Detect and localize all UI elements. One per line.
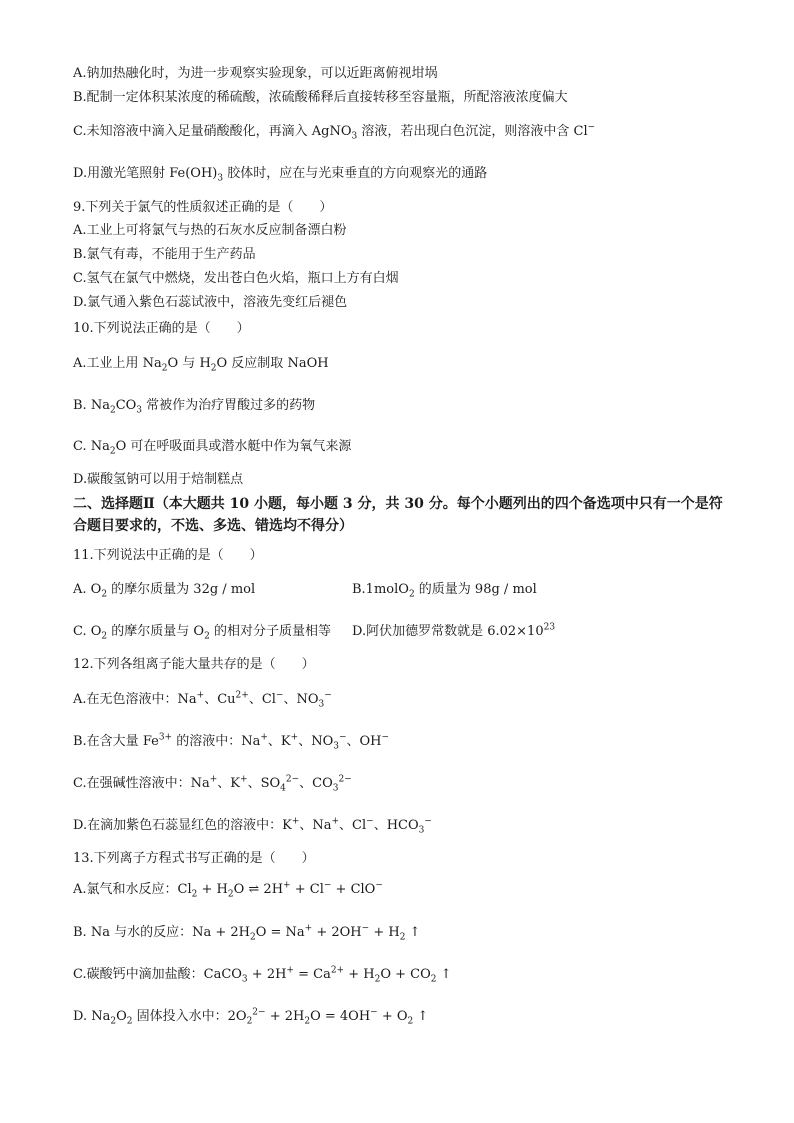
q12-option-c: C.在强碱性溶液中：Na+、K+、$SO_4^{2-}$、$CO_3^{2-}$ bbox=[73, 774, 352, 794]
q9-stem: 9.下列关于氯气的性质叙述正确的是（ ） bbox=[73, 200, 333, 215]
q8-option-d: D.用激光笔照射 $Fe(OH)_3$ 胶体时，应在与光束垂直的方向观察光的通路 bbox=[73, 166, 488, 184]
q11-stem: 11.下列说法中正确的是（ ） bbox=[73, 548, 263, 563]
q10-option-a: A.工业上用 $Na_2O$ 与 $H_2O$ 反应制取 NaOH bbox=[73, 356, 329, 374]
q9-option-c: C.氢气在氯气中燃烧，发出苍白色火焰，瓶口上方有白烟 bbox=[73, 271, 399, 286]
q10-option-b: B. $Na_2CO_3$ 常被作为治疗胃酸过多的药物 bbox=[73, 398, 316, 416]
q13-option-b: B. Na 与水的反应：$Na + 2H_2O = Na^+ + 2OH^- + H_2$ ↑ bbox=[73, 923, 421, 943]
q12-option-a: A.在无色溶液中：Na+、$Cu^{2+}$、Cl−、$NO_3^-$ bbox=[73, 690, 332, 710]
q13-option-d: D. $Na_2O_2$ 固体投入水中：$2O_2^{2-} + 2H_2O = 4OH^- + O_2$ ↑ bbox=[73, 1007, 429, 1027]
q8-option-c: C.未知溶液中滴入足量硝酸酸化，再滴入 AgNO$_3$ 溶液，若出现白色沉淀，则溶液中含 Cl− bbox=[73, 122, 596, 142]
q12-option-b: B.在含大量 $Fe^{3+}$ 的溶液中：Na+、K+、$NO_3^-$、OH− bbox=[73, 732, 390, 752]
q13-option-c: C.碳酸钙中滴加盐酸：CaCO$_3$ + $2H^+ = Ca^{2+} + H_2O + CO_2$ ↑ bbox=[73, 965, 452, 985]
q11-option-c: C. $O_2$ 的摩尔质量与 $O_2$ 的相对分子质量相等 bbox=[73, 624, 331, 642]
q10-stem: 10.下列说法正确的是（ ） bbox=[73, 321, 250, 336]
q12-stem: 12.下列各组离子能大量共存的是（ ） bbox=[73, 657, 315, 672]
q9-option-a: A.工业上可将氯气与热的石灰水反应制备漂白粉 bbox=[73, 223, 347, 238]
q11-option-b: B.1molO$_2$ 的质量为 98g / mol bbox=[352, 582, 537, 600]
q11-option-d: D.阿伏加德罗常数就是 $6.02\times 10^{23}$ bbox=[352, 622, 556, 639]
q9-option-b: B.氯气有毒，不能用于生产药品 bbox=[73, 247, 256, 262]
q12-option-d: D.在滴加紫色石蕊显红色的溶液中：K+、Na+、Cl−、$HCO_3^-$ bbox=[73, 816, 432, 836]
q9-option-d: D.氯气通入紫色石蕊试液中，溶液先变红后褪色 bbox=[73, 295, 348, 310]
q11-option-a: A. $O_2$ 的摩尔质量为 32g / mol bbox=[73, 582, 256, 600]
q13-option-a: A.氯气和水反应：$Cl_2 + H_2O$ ⇌ 2H+ + Cl− + ClO− bbox=[73, 880, 383, 900]
q10-option-c: C. $Na_2O$ 可在呼吸面具或潜水艇中作为氧气来源 bbox=[73, 439, 352, 457]
section-2-heading: 二、选择题Ⅱ（本大题共 10 小题，每小题 3 分，共 30 分。每个小题列出的四个备选项中只有一个是符合题目要求的，不选、多选、错选均不得分） bbox=[73, 496, 723, 534]
q8-option-b: B.配制一定体积某浓度的稀硫酸，浓硫酸稀释后直接转移至容量瓶，所配溶液浓度偏大 bbox=[73, 90, 568, 105]
q10-option-d: D.碳酸氢钠可以用于焙制糕点 bbox=[73, 472, 244, 487]
q8-option-a: A.钠加热融化时，为进一步观察实验现象，可以近距离俯视坩埚 bbox=[73, 66, 438, 81]
q13-stem: 13.下列离子方程式书写正确的是（ ） bbox=[73, 851, 315, 866]
